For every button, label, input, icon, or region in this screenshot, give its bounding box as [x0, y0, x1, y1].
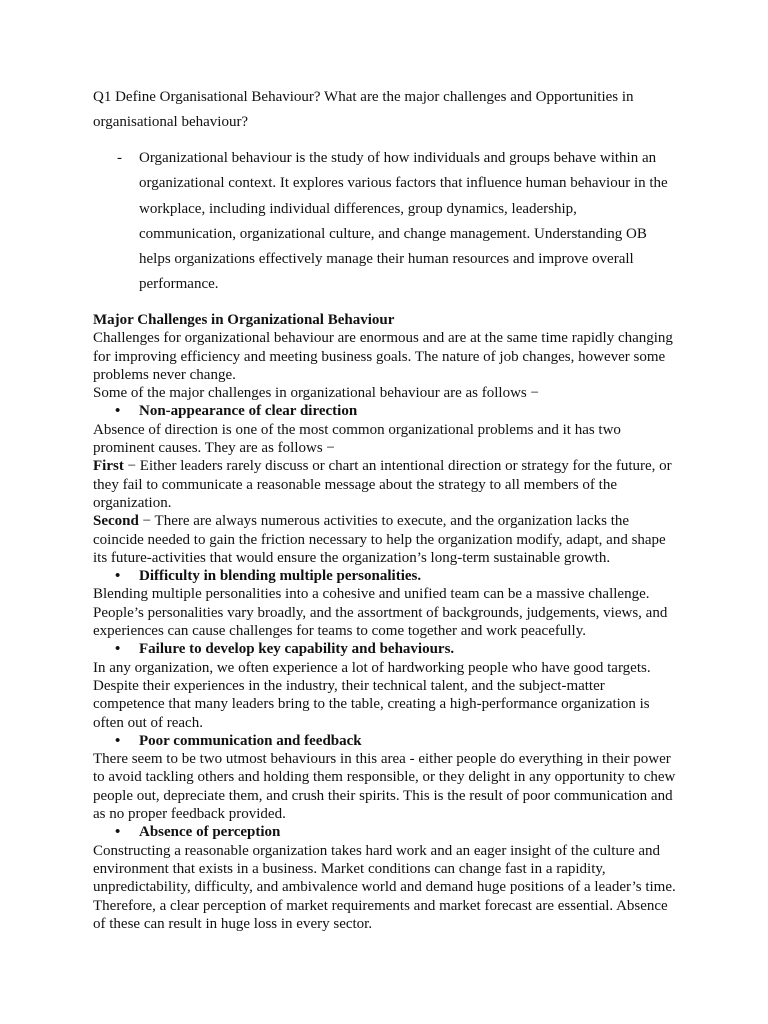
challenge-title-text: Difficulty in blending multiple personalities.	[139, 568, 422, 585]
bullet-marker: •	[115, 641, 121, 658]
challenge-title-text: Failure to develop key capability and behaviours.	[139, 641, 455, 658]
challenge-title-text: Absence of perception	[139, 824, 281, 841]
section-heading: Major Challenges in Organizational Behaviour	[93, 312, 395, 328]
second-cause-paragraph	[93, 512, 678, 567]
question-heading: Q1 Define Organisational Behaviour? What are the major challenges and Opportunities in organisational behaviour?	[93, 89, 634, 130]
first-cause-paragraph	[93, 457, 678, 512]
first-cause-text: − Either leaders rarely discuss or chart an intentional direction or strategy for the future, or they fail to communicate a reasonable message about the strategy to all members of the organization.	[93, 458, 672, 511]
challenge-text: Absence of direction is one of the most common organizational problems and it has two prominent causes. They are as follows −	[93, 421, 621, 457]
challenge-title-text: Non-appearance of clear direction	[139, 403, 358, 420]
first-label: First	[93, 458, 124, 475]
bullet-marker: •	[115, 568, 121, 585]
bullet-marker: •	[115, 824, 121, 841]
definition-list	[93, 146, 678, 298]
challenge-text: In any organization, we often experience a lot of hardworking people who have good targets. Despite their experiences in the industry, their technical talent, and the subject-matter competence that many leaders bring to the table, creating a high-performance organization is often out of reach.	[93, 659, 651, 731]
challenge-text: Blending multiple personalities into a cohesive and unified team can be a massive challenge. People’s personalities vary broadly, and the assortment of backgrounds, judgements, views, and experiences can cause challenges for teams to come together and work peacefully.	[93, 586, 668, 640]
challenge-title-3	[93, 640, 678, 658]
definition-text: Organizational behaviour is the study of how individuals and groups behave within an organizational context. It explores various factors that influence human behaviour in the workplace, including individual differences, group dynamics, leadership, communication, organizational culture, and change management. Understanding OB helps organizations effectively manage their human resources and improve overall performance.	[139, 150, 668, 293]
challenge-title-5	[93, 823, 678, 841]
challenge-title-2	[93, 567, 678, 585]
challenges-section	[93, 311, 678, 933]
challenge-text: Constructing a reasonable organization takes hard work and an eager insight of the culture and environment that exists in a business. Market conditions can change fast in a rapidity, unpredictability, difficulty, and ambivalence world and demand huge positions of a leader’s time. Therefore, a clear perception of market requirements and market forecast are essential. Absence of these can result in huge loss in every sector.	[93, 842, 676, 932]
challenge-title-1	[93, 402, 678, 420]
lead-in-paragraph: Some of the major challenges in organizational behaviour are as follows −	[93, 385, 539, 402]
challenge-text: There seem to be two utmost behaviours in this area - either people do everything in their power to avoid tackling others and holding them responsible, or they delight in any opportunity to chew people out, depreciate them, and crush their spirits. This is the result of poor communication and as no proper feedback provided.	[93, 751, 676, 823]
dash-marker: -	[117, 150, 122, 166]
bullet-marker: •	[115, 732, 121, 749]
definition-item	[93, 146, 678, 298]
challenge-title-4	[93, 732, 678, 750]
challenge-title-text: Poor communication and feedback	[139, 732, 362, 749]
overview-paragraph: Challenges for organizational behaviour are enormous and are at the same time rapidly changing for improving efficiency and meeting business goals. The nature of job changes, however some problems never change.	[93, 330, 673, 383]
second-cause-text: − There are always numerous activities to execute, and the organization lacks the coincide needed to gain the friction necessary to help the organization modify, adapt, and shape its future-activities that would ensure the organization’s long-term sustainable growth.	[93, 513, 666, 566]
bullet-marker: •	[115, 403, 121, 420]
second-label: Second	[93, 513, 139, 530]
